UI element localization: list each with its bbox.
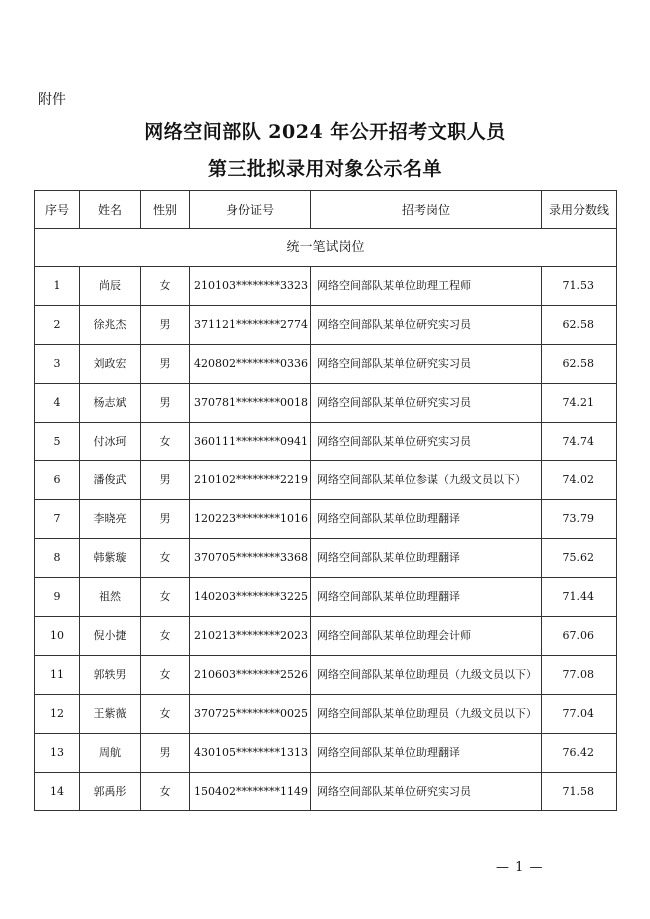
cell-name: 王紫薇 (80, 694, 141, 733)
table-row (35, 383, 617, 422)
cell-position: 网络空间部队某单位助理员（九级文员以下） (311, 694, 542, 733)
cell-name: 潘俊武 (80, 461, 141, 500)
table-row (35, 733, 617, 772)
cell-index: 1 (35, 267, 80, 306)
cell-position: 网络空间部队某单位研究实习员 (311, 383, 542, 422)
cell-name: 尚辰 (80, 267, 141, 306)
cell-id-number: 430105********1313 (190, 733, 311, 772)
cell-score: 71.58 (542, 772, 617, 811)
header-index: 序号 (35, 191, 80, 229)
cell-gender: 女 (141, 422, 190, 461)
cell-gender: 女 (141, 539, 190, 578)
cell-position: 网络空间部队某单位研究实习员 (311, 305, 542, 344)
cell-gender: 男 (141, 461, 190, 500)
cell-gender: 男 (141, 733, 190, 772)
cell-gender: 女 (141, 617, 190, 656)
cell-index: 9 (35, 578, 80, 617)
cell-score: 62.58 (542, 305, 617, 344)
table-row (35, 578, 617, 617)
cell-score: 77.08 (542, 655, 617, 694)
cell-id-number: 370725********0025 (190, 694, 311, 733)
cell-score: 74.74 (542, 422, 617, 461)
table-row (35, 344, 617, 383)
cell-index: 3 (35, 344, 80, 383)
table-row (35, 500, 617, 539)
cell-gender: 男 (141, 500, 190, 539)
cell-index: 14 (35, 772, 80, 811)
cell-name: 李晓亮 (80, 500, 141, 539)
cell-gender: 女 (141, 694, 190, 733)
cell-score: 73.79 (542, 500, 617, 539)
cell-score: 71.44 (542, 578, 617, 617)
table-row (35, 267, 617, 306)
cell-position: 网络空间部队某单位助理会计师 (311, 617, 542, 656)
cell-position: 网络空间部队某单位助理翻译 (311, 500, 542, 539)
cell-score: 67.06 (542, 617, 617, 656)
cell-index: 6 (35, 461, 80, 500)
cell-id-number: 210103********3323 (190, 267, 311, 306)
cell-position: 网络空间部队某单位助理员（九级文员以下） (311, 655, 542, 694)
cell-name: 祖然 (80, 578, 141, 617)
table-row (35, 617, 617, 656)
cell-gender: 女 (141, 655, 190, 694)
cell-score: 74.21 (542, 383, 617, 422)
cell-id-number: 210603********2526 (190, 655, 311, 694)
cell-position: 网络空间部队某单位研究实习员 (311, 772, 542, 811)
cell-gender: 女 (141, 267, 190, 306)
cell-gender: 女 (141, 578, 190, 617)
section-title: 统一笔试岗位 (35, 229, 617, 267)
cell-score: 76.42 (542, 733, 617, 772)
cell-gender: 男 (141, 383, 190, 422)
cell-index: 4 (35, 383, 80, 422)
cell-id-number: 210213********2023 (190, 617, 311, 656)
cell-position: 网络空间部队某单位助理翻译 (311, 733, 542, 772)
cell-index: 11 (35, 655, 80, 694)
table-row (35, 539, 617, 578)
cell-position: 网络空间部队某单位助理工程师 (311, 267, 542, 306)
document-title-line1: 网络空间部队 2024 年公开招考文职人员 (144, 121, 506, 143)
page-number: — 1 — (496, 860, 544, 875)
cell-id-number: 370705********3368 (190, 539, 311, 578)
cell-id-number: 120223********1016 (190, 500, 311, 539)
header-gender: 性别 (141, 191, 190, 229)
table-header-row (35, 191, 617, 229)
attachment-label: 附件 (38, 92, 66, 108)
cell-name: 郭禹彤 (80, 772, 141, 811)
cell-index: 12 (35, 694, 80, 733)
candidate-table (34, 190, 617, 811)
header-score: 录用分数线 (542, 191, 617, 229)
header-name: 姓名 (80, 191, 141, 229)
section-row (35, 229, 617, 267)
cell-name: 刘政宏 (80, 344, 141, 383)
cell-id-number: 360111********0941 (190, 422, 311, 461)
cell-score: 71.53 (542, 267, 617, 306)
cell-id-number: 370781********0018 (190, 383, 311, 422)
document-title-line2: 第三批拟录用对象公示名单 (207, 158, 442, 180)
cell-position: 网络空间部队某单位研究实习员 (311, 422, 542, 461)
table-row (35, 305, 617, 344)
cell-score: 62.58 (542, 344, 617, 383)
table-row (35, 772, 617, 811)
cell-position: 网络空间部队某单位助理翻译 (311, 578, 542, 617)
cell-name: 韩紫璇 (80, 539, 141, 578)
cell-score: 77.04 (542, 694, 617, 733)
cell-name: 杨志斌 (80, 383, 141, 422)
cell-position: 网络空间部队某单位研究实习员 (311, 344, 542, 383)
cell-name: 郭轶男 (80, 655, 141, 694)
table-row (35, 461, 617, 500)
cell-id-number: 150402********1149 (190, 772, 311, 811)
cell-id-number: 140203********3225 (190, 578, 311, 617)
cell-name: 倪小捷 (80, 617, 141, 656)
header-position: 招考岗位 (311, 191, 542, 229)
table-row (35, 694, 617, 733)
cell-position: 网络空间部队某单位参谋（九级文员以下） (311, 461, 542, 500)
cell-score: 74.02 (542, 461, 617, 500)
cell-name: 周航 (80, 733, 141, 772)
cell-gender: 男 (141, 344, 190, 383)
cell-id-number: 371121********2774 (190, 305, 311, 344)
header-id-number: 身份证号 (190, 191, 311, 229)
table-row (35, 422, 617, 461)
cell-id-number: 210102********2219 (190, 461, 311, 500)
cell-index: 8 (35, 539, 80, 578)
cell-index: 5 (35, 422, 80, 461)
cell-name: 徐兆杰 (80, 305, 141, 344)
cell-position: 网络空间部队某单位助理翻译 (311, 539, 542, 578)
table-row (35, 655, 617, 694)
cell-gender: 女 (141, 772, 190, 811)
cell-index: 10 (35, 617, 80, 656)
cell-score: 75.62 (542, 539, 617, 578)
cell-index: 13 (35, 733, 80, 772)
cell-gender: 男 (141, 305, 190, 344)
cell-index: 7 (35, 500, 80, 539)
cell-name: 付冰珂 (80, 422, 141, 461)
cell-index: 2 (35, 305, 80, 344)
cell-id-number: 420802********0336 (190, 344, 311, 383)
